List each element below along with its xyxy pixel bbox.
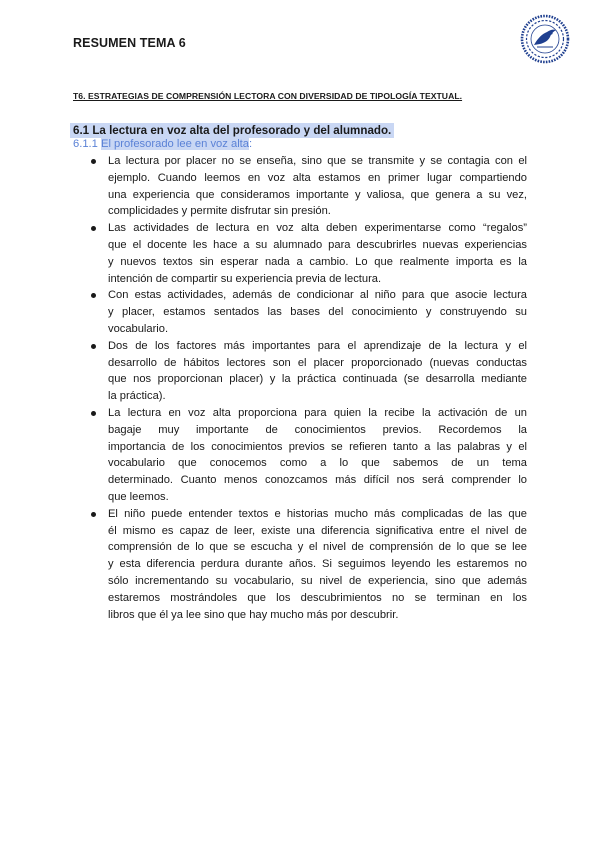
paragraph-line: La lectura en voz alta proporciona para quien la recibe la activación de un (108, 406, 527, 419)
paragraph-line: intención de compartir su experiencia previa de lectura. (108, 272, 382, 285)
paragraph-line: vocabulario que conocemos como a lo que sabemos de un tema (108, 457, 527, 470)
topic-title: T6. ESTRATEGIAS DE COMPRENSIÓN LECTORA CON DIVERSIDAD DE TIPOLOGÍA TEXTUAL. (73, 91, 463, 101)
university-seal-icon (520, 14, 570, 64)
section-heading: 6.1 La lectura en voz alta del profesorado y del alumnado. (70, 123, 394, 138)
paragraph-line: y placer, estamos sentados las bases del conocimiento y construyendo su (108, 306, 527, 319)
bullet-dot-icon (91, 226, 96, 231)
paragraph-line: que nos proporcionan placer) y la práctica continuada (se desarrolla mediante (108, 373, 527, 386)
paragraph-line: sólo incrementando su vocabulario, su nivel de experiencia, sino que además (108, 574, 527, 587)
bullet-list (108, 153, 527, 623)
bullet-dot-icon (91, 411, 96, 416)
paragraph-line: él mismo es capaz de leer, existe una diferencia significativa entre el nivel de (108, 524, 527, 537)
paragraph-line: desarrollo de hábitos lectores son el placer proporcionado (nuevas conductas (108, 356, 527, 369)
bullet-dot-icon (91, 293, 96, 298)
paragraph-line: La lectura por placer no se enseña, sino que se transmite y se contagia con el (108, 155, 527, 167)
list-item (108, 153, 527, 220)
list-item (108, 220, 527, 287)
paragraph-line: El niño puede entender textos e historias mucho más complicadas de las que (108, 507, 527, 520)
paragraph-line: libros que él ya lee sino que hay mucho más por descubrir. (108, 608, 399, 621)
paragraph-line: y esta diferencia perdura durante años. Si seguimos leyendo les estaremos no (108, 558, 527, 571)
bullet-dot-icon (91, 159, 96, 164)
paragraph-line: comprensión de lo que se escucha y el nivel de comprensión de lo que se lee (108, 541, 527, 554)
paragraph-line: complicidades y permite disfrutar sin presión. (108, 205, 331, 218)
paragraph-line: vocabulario. (108, 322, 169, 335)
paragraph-line: Las actividades de lectura en voz alta deben experimentarse como “regalos” (108, 222, 527, 235)
list-item (108, 506, 527, 624)
paragraph-line: que el docente les hace a su alumnado para descubrirles nuevas experiencias (108, 238, 527, 251)
paragraph-line: importancia de los conocimientos previos se refieren tanto a las palabras y el (108, 440, 527, 453)
subsection-heading (73, 137, 252, 152)
list-item (108, 287, 527, 337)
paragraph-line: Con estas actividades, además de condicionar al niño para que asocie lectura (108, 289, 527, 302)
paragraph-line: estaremos mostrándoles que los descubrimientos no se terminan en los (108, 591, 527, 604)
bullet-dot-icon (91, 512, 96, 517)
paragraph-line: Dos de los factores más importantes para el aprendizaje de la lectura y el (108, 339, 527, 352)
paragraph-line: bagaje muy importante de conocimientos previos. Recordemos la (108, 423, 527, 436)
subsection-text: El profesorado lee en voz alta (101, 138, 250, 150)
paragraph-line: determinado. Cuanto menos conozcamos más difícil nos será comprender lo (108, 474, 527, 487)
paragraph-line: una experiencia que consideramos importante y valiosa, que genera a su vez, (108, 188, 527, 201)
subsection-number: 6.1.1 (73, 138, 98, 150)
paragraph-line: ejemplo. Cuando leemos en voz alta estamos en primer lugar compartiendo (108, 171, 527, 184)
list-item (108, 405, 527, 506)
paragraph-line: la práctica). (108, 390, 166, 403)
document-title: RESUMEN TEMA 6 (73, 36, 186, 50)
paragraph-line: que leemos. (108, 490, 169, 503)
subsection-colon: : (249, 138, 253, 150)
bullet-dot-icon (91, 344, 96, 349)
paragraph-line: y nuevos textos sin esperar nada a cambio. Lo que realmente importa es la (108, 255, 527, 268)
list-item (108, 338, 527, 405)
